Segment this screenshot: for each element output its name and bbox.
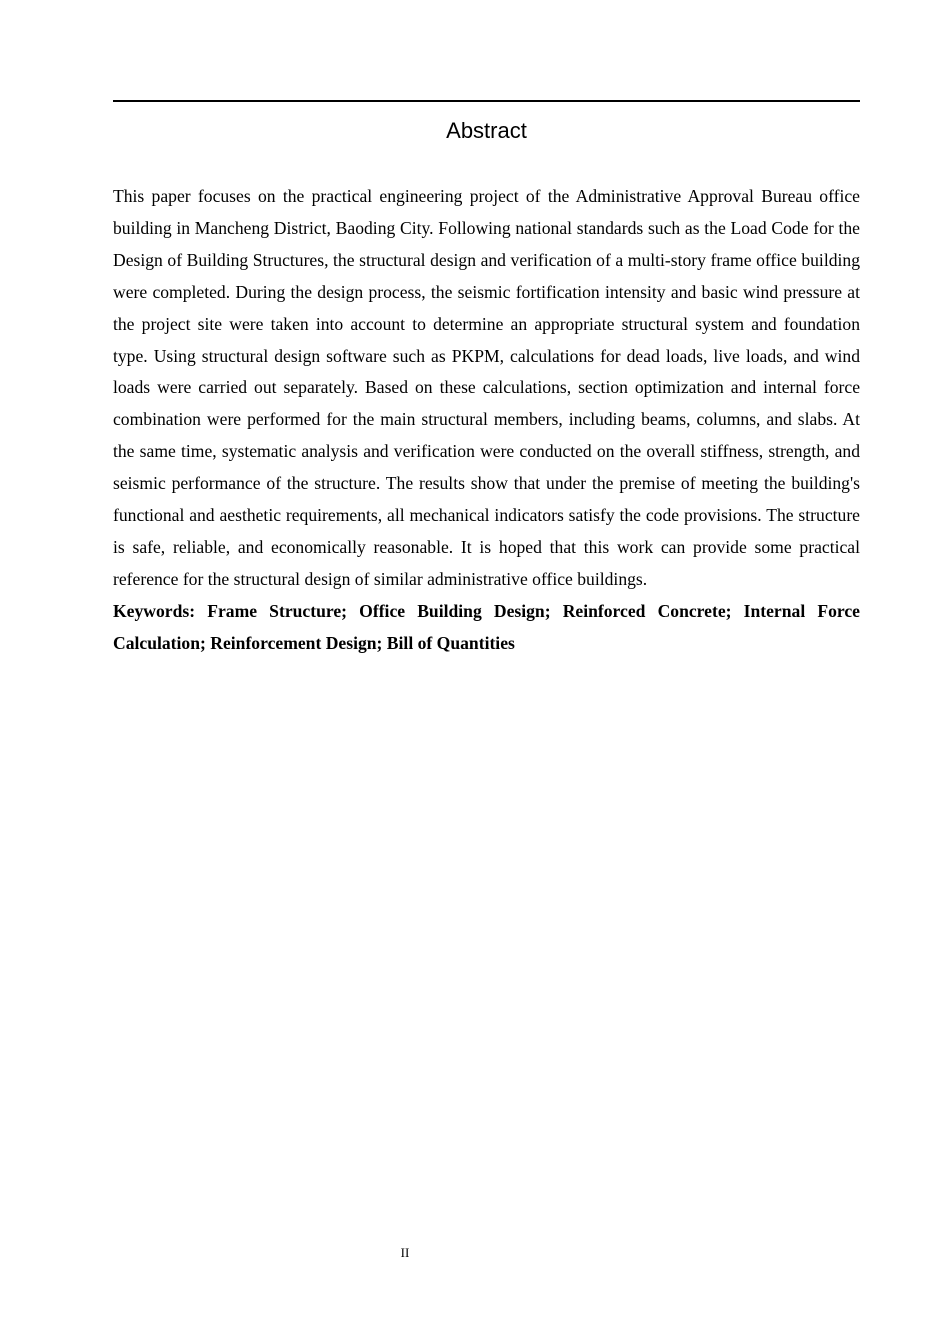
page-number: II	[400, 1245, 410, 1260]
header-rule	[113, 100, 860, 102]
page-title: Abstract	[446, 118, 527, 143]
abstract-section	[113, 181, 860, 660]
abstract-body: This paper focuses on the practical engineering project of the Administrative Approval Bureau office building in Mancheng District, Baoding City. Following national standards such as the Load Code for the Design of Building Structures, the structural design and verification of a multi-story frame office building were completed. During the design process, the seismic fortification intensity and basic wind pressure at the project site were taken into account to determine an appropriate structural system and foundation type. Using structural design software such as PKPM, calculations for dead loads, live loads, and wind loads were carried out separately. Based on these calculations, section optimization and internal force combination were performed for the main structural members, including beams, columns, and slabs. At the same time, systematic analysis and verification were conducted on the overall stiffness, strength, and seismic performance of the structure. The results show that under the premise of meeting the building's functional and aesthetic requirements, all mechanical indicators satisfy the code provisions. The structure is safe, reliable, and economically reasonable. It is hoped that this work can provide some practical reference for the structural design of similar administrative office buildings.	[113, 186, 860, 589]
keywords: Keywords: Frame Structure; Office Building Design; Reinforced Concrete; Internal Force Calculation; Reinforcement Design; Bill of Quantities	[113, 600, 860, 653]
